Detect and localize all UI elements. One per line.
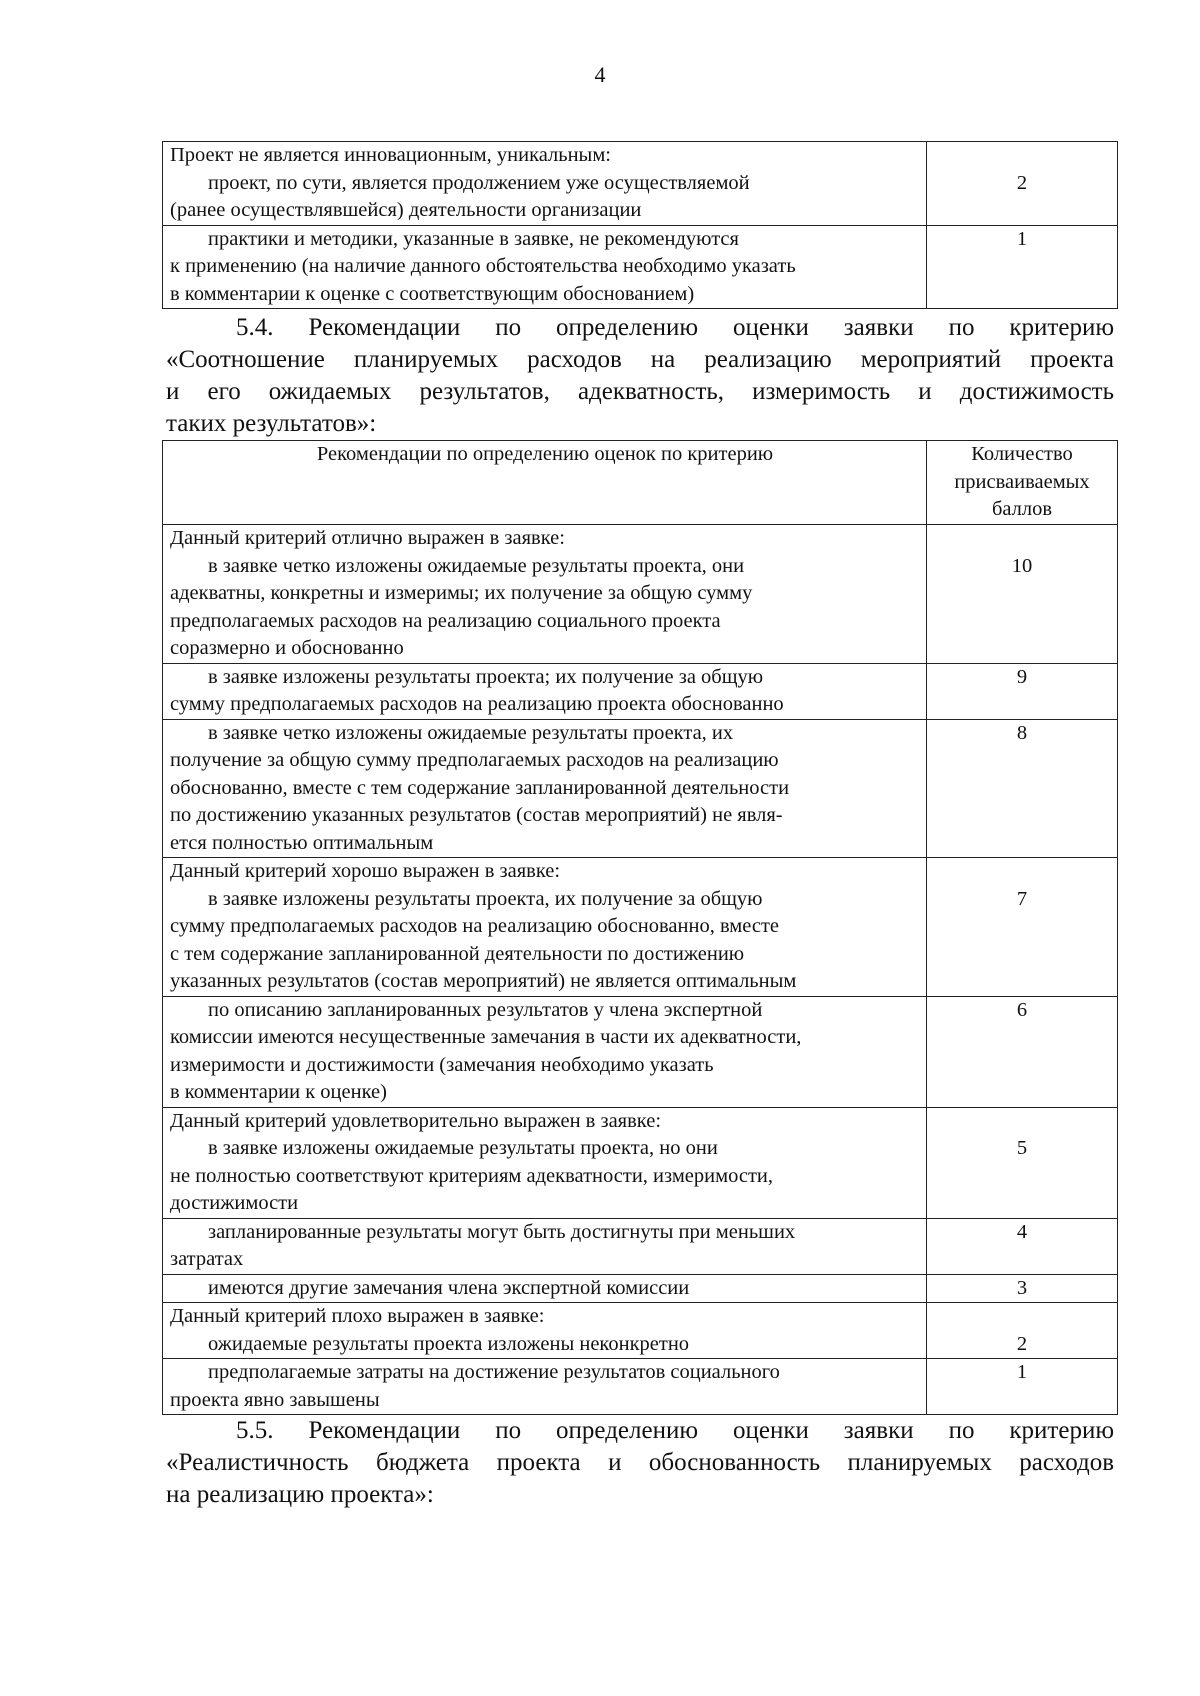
criteria-cell bbox=[163, 1359, 927, 1415]
score-cell bbox=[927, 142, 1118, 226]
score-cell bbox=[927, 996, 1118, 1107]
criteria-text-line: в комментарии к оценке с соответствующим обоснованием) bbox=[170, 282, 695, 305]
criteria-text-line: обоснованно, вместе с тем содержание запланированной деятельности bbox=[170, 776, 790, 799]
criteria-text-line: проект, по сути, является продолжением уже осуществляемой bbox=[208, 171, 750, 194]
criteria-cell bbox=[163, 719, 927, 858]
score-value: 2 bbox=[1016, 171, 1028, 194]
criteria-cell bbox=[163, 525, 927, 664]
score-value: 8 bbox=[1016, 721, 1028, 744]
criteria-text-line: в заявке изложены результаты проекта, их получение за общую bbox=[208, 887, 763, 910]
score-spacer bbox=[927, 1108, 1117, 1136]
header-score-cell bbox=[927, 441, 1118, 525]
score-value: 10 bbox=[1011, 554, 1033, 577]
paragraph-line: на реализацию проекта»: bbox=[166, 1481, 434, 1508]
score-cell bbox=[927, 1218, 1118, 1274]
table-row bbox=[163, 225, 1118, 309]
criteria-text-line: Данный критерий отлично выражен в заявке: bbox=[170, 527, 565, 549]
criteria-cell bbox=[163, 1303, 927, 1359]
criteria-text-line: измеримости и достижимости (замечания необходимо указать bbox=[170, 1053, 714, 1076]
criteria-text-line: адекватны, конкретны и измеримы; их получение за общую сумму bbox=[170, 582, 753, 604]
criteria-table-continued bbox=[162, 141, 1118, 309]
score-value: 9 bbox=[1016, 665, 1028, 688]
header-score-line: баллов bbox=[991, 498, 1053, 520]
criteria-text-line: ется полностью оптимальным bbox=[170, 831, 434, 854]
criteria-text-line: затратах bbox=[170, 1248, 244, 1270]
table-row bbox=[163, 1274, 1118, 1303]
criteria-text-line: сумму предполагаемых расходов на реализацию проекта обоснованно bbox=[170, 693, 784, 715]
score-value: 7 bbox=[1016, 887, 1028, 910]
page-number: 4 bbox=[594, 62, 606, 87]
criteria-text-line: Данный критерий удовлетворительно выражен в заявке: bbox=[170, 1109, 662, 1132]
criteria-cell bbox=[163, 663, 927, 719]
score-cell bbox=[927, 1359, 1118, 1415]
table-row bbox=[163, 142, 1118, 226]
criteria-text-line: к применению (на наличие данного обстоятельства необходимо указать bbox=[170, 255, 796, 277]
criteria-text-line: Данный критерий хорошо выражен в заявке: bbox=[170, 860, 561, 882]
score-cell bbox=[927, 719, 1118, 858]
header-criteria-cell bbox=[163, 441, 927, 525]
criteria-text-line: (ранее осуществлявшейся) деятельности организации bbox=[170, 199, 642, 221]
score-spacer bbox=[927, 525, 1117, 553]
table-row bbox=[163, 1107, 1118, 1218]
criteria-text-line: в заявке изложены результаты проекта; их получение за общую bbox=[208, 665, 764, 688]
criteria-text-line: в заявке изложены ожидаемые результаты проекта, но они bbox=[208, 1137, 718, 1159]
section-5-4-paragraph bbox=[166, 312, 1114, 440]
score-cell bbox=[927, 525, 1118, 664]
criteria-text-line: предполагаемых расходов на реализацию социального проекта bbox=[170, 609, 721, 632]
score-cell bbox=[927, 225, 1118, 309]
criteria-text-line: имеются другие замечания члена экспертной комиссии bbox=[208, 1276, 690, 1299]
criteria-text-line: предполагаемые затраты на достижение результатов социального bbox=[208, 1361, 780, 1383]
section-5-5-paragraph bbox=[166, 1415, 1114, 1511]
table-row bbox=[163, 996, 1118, 1107]
score-spacer bbox=[927, 142, 1117, 170]
table-row bbox=[163, 1359, 1118, 1415]
score-cell bbox=[927, 1274, 1118, 1303]
score-value: 6 bbox=[1016, 998, 1028, 1021]
table-row bbox=[163, 525, 1118, 664]
criteria-text-line: получение за общую сумму предполагаемых расходов на реализацию bbox=[170, 749, 779, 771]
score-cell bbox=[927, 1303, 1118, 1359]
criteria-text-line: комиссии имеются несущественные замечания в части их адекватности, bbox=[170, 1026, 802, 1048]
header-criteria-label: Рекомендации по определению оценок по критерию bbox=[316, 443, 774, 465]
criteria-text-line: сумму предполагаемых расходов на реализацию обоснованно, вместе bbox=[170, 915, 780, 937]
criteria-text-line: по описанию запланированных результатов у члена экспертной bbox=[208, 998, 763, 1021]
table-row bbox=[163, 1303, 1118, 1359]
criteria-cell bbox=[163, 225, 927, 309]
criteria-text-line: с тем содержание запланированной деятельности по достижению bbox=[170, 942, 745, 965]
criteria-table-5-4 bbox=[162, 440, 1118, 1415]
criteria-text-line: проекта явно завышены bbox=[170, 1388, 380, 1411]
score-value: 4 bbox=[1016, 1220, 1028, 1243]
score-value: 5 bbox=[1016, 1137, 1028, 1159]
criteria-text-line: не полностью соответствуют критериям адекватности, измеримости, bbox=[170, 1164, 773, 1187]
criteria-text-line: Проект не является инновационным, уникальным: bbox=[170, 144, 611, 166]
criteria-text-line: в заявке четко изложены ожидаемые результаты проекта, они bbox=[208, 554, 745, 577]
criteria-text-line: в комментарии к оценке) bbox=[170, 1081, 387, 1103]
criteria-text-line: достижимости bbox=[170, 1192, 299, 1214]
score-value: 2 bbox=[1016, 1332, 1028, 1355]
paragraph-line: и его ожидаемых результатов, адекватность, измеримость и достижимость bbox=[166, 378, 1114, 405]
score-value: 3 bbox=[1016, 1276, 1028, 1299]
paragraph-line: 5.4. Рекомендации по определению оценки заявки по критерию bbox=[236, 314, 1114, 341]
score-value: 1 bbox=[1016, 1361, 1028, 1383]
criteria-text-line: ожидаемые результаты проекта изложены неконкретно bbox=[208, 1332, 690, 1355]
criteria-text-line: соразмерно и обоснованно bbox=[170, 637, 404, 659]
criteria-cell bbox=[163, 996, 927, 1107]
score-cell bbox=[927, 1107, 1118, 1218]
table-header-row bbox=[163, 441, 1118, 525]
paragraph-line: «Соотношение планируемых расходов на реализацию мероприятий проекта bbox=[166, 346, 1114, 373]
criteria-cell bbox=[163, 1274, 927, 1303]
paragraph-line: «Реалистичность бюджета проекта и обоснованность планируемых расходов bbox=[166, 1449, 1114, 1476]
criteria-text-line: указанных результатов (состав мероприятий) не является оптимальным bbox=[170, 970, 797, 992]
score-cell bbox=[927, 663, 1118, 719]
criteria-text-line: в заявке четко изложены ожидаемые результаты проекта, их bbox=[208, 721, 734, 744]
paragraph-line: 5.5. Рекомендации по определению оценки заявки по критерию bbox=[236, 1417, 1114, 1444]
criteria-text-line: Данный критерий плохо выражен в заявке: bbox=[170, 1305, 545, 1327]
header-score-line: Количество bbox=[971, 443, 1073, 465]
criteria-text-line: по достижению указанных результатов (состав мероприятий) не явля- bbox=[170, 804, 783, 826]
criteria-cell bbox=[163, 1107, 927, 1218]
score-spacer bbox=[927, 1303, 1117, 1331]
table-row bbox=[163, 719, 1118, 858]
header-score-line: присваиваемых bbox=[954, 470, 1090, 493]
table-row bbox=[163, 858, 1118, 997]
score-cell bbox=[927, 858, 1118, 997]
paragraph-line: таких результатов»: bbox=[166, 410, 377, 437]
table-row bbox=[163, 1218, 1118, 1274]
table-row bbox=[163, 663, 1118, 719]
criteria-cell bbox=[163, 142, 927, 226]
criteria-cell bbox=[163, 858, 927, 997]
score-value: 1 bbox=[1016, 227, 1028, 250]
score-spacer bbox=[927, 858, 1117, 886]
criteria-text-line: запланированные результаты могут быть достигнуты при меньших bbox=[208, 1220, 796, 1243]
criteria-cell bbox=[163, 1218, 927, 1274]
criteria-text-line: практики и методики, указанные в заявке, не рекомендуются bbox=[208, 227, 739, 250]
